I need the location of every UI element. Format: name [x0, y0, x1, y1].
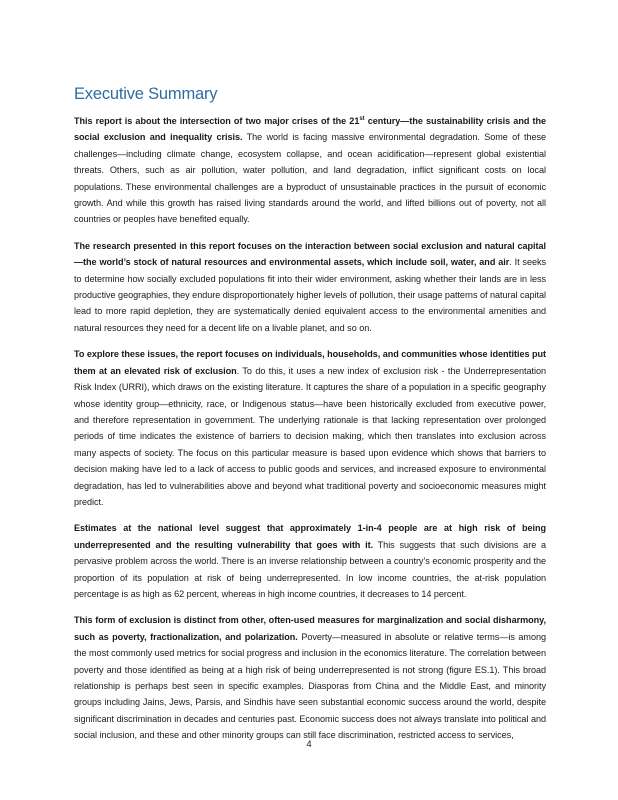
paragraph-5 [74, 612, 546, 743]
paragraph-4-lead: Estimates at the national level suggest that approximately 1-in-4 people are at high risk of being underrepresented and the resulting vulnerability that goes with it. [74, 523, 546, 550]
paragraph-4 [74, 520, 546, 602]
paragraph-5-lead: This form of exclusion is distinct from other, often-used measures for marginalization and social disharmony, such as poverty, fractionalization, and polarization. [74, 615, 546, 642]
paragraph-1-lead: This report is about the intersection of two major crises of the 21st century—the sustainability crisis and the social exclusion and inequality crisis. [74, 115, 546, 143]
paragraph-2-body: . It seeks to determine how socially excluded populations fit into their wider environment, asking whether their lands are in less productive geographies, they endure disproportionately higher levels of pollution, their usage patterns of natural capital lead to more rapid depletion, they are systematically denied equivalent access to the environmental amenities and natural resources they need for a decent life on a livable planet, and so on. [74, 257, 546, 333]
paragraph-1-body: The world is facing massive environmental degradation. Some of these challenges—including climate change, ecosystem collapse, and ocean acidification—represent global existential threats. Others, such as air pollution, water pollution, and land degradation, inflict significant costs on local populations. These environmental challenges are a byproduct of unsustainable practices in the pursuit of economic growth. And while this growth has raised living standards around the world, and lifted billions out of poverty, not all countries or peoples have benefited equally. [74, 132, 546, 225]
paragraph-4-body: This suggests that such divisions are a pervasive problem across the world. There is an inverse relationship between a country’s economic prosperity and the proportion of its population at risk of being underrepresented. In low income countries, the at-risk population percentage is as high as 62 percent, whereas in high income countries, it decreases to 14 percent. [74, 539, 546, 599]
page-number: 4 [306, 739, 312, 750]
paragraph-2 [74, 238, 546, 336]
paragraph-5-body: Poverty—measured in absolute or relative terms—is among the most commonly used metrics for social progress and inclusion in the economics literature. The correlation between poverty and those identified as being at a high risk of being underrepresented is not strong (figure ES.1). This broad relationship is perhaps best seen in specific examples. Diasporas from China and the Middle East, and minority groups including Jains, Jews, Parsis, and Sindhis have seen substantial economic success around the world, despite significant discrimination in decades and centuries past. Economic success does not always translate into political and social inclusion, and these and other minority groups can still face discrimination, restricted access to services, [74, 631, 546, 741]
paragraph-3-lead: To explore these issues, the report focuses on individuals, households, and communities whose identities put them at an elevated risk of exclusion [74, 349, 547, 376]
paragraph-1 [74, 113, 546, 228]
paragraph-3 [74, 346, 546, 510]
section-heading: Executive Summary [74, 85, 218, 103]
paragraph-3-body: . To do this, it uses a new index of exclusion risk - the Underrepresentation Risk Index (URRI), which draws on the existing literature. It captures the share of a population in a specific geography whose identity group—ethnicity, race, or Indigenous status—have been historically excluded from executive power, and therefore representation in government. The underlying rationale is that lacking representation over prolonged periods of time indicates the existence of barriers to decision making, which then translates into exclusion across many aspects of society. The focus on this particular measure is based upon evidence which shows that barriers to decision making have led to a lack of access to public goods and services, and increased exposure to environmental degradation, has led to vulnerabilities above and beyond what traditional poverty and socioeconomic measures might predict. [74, 365, 546, 507]
paragraph-2-lead: The research presented in this report focuses on the interaction between social exclusion and natural capital—the world’s stock of natural resources and environmental assets, which include soil, water, and air [74, 240, 546, 268]
page-content [74, 85, 546, 754]
